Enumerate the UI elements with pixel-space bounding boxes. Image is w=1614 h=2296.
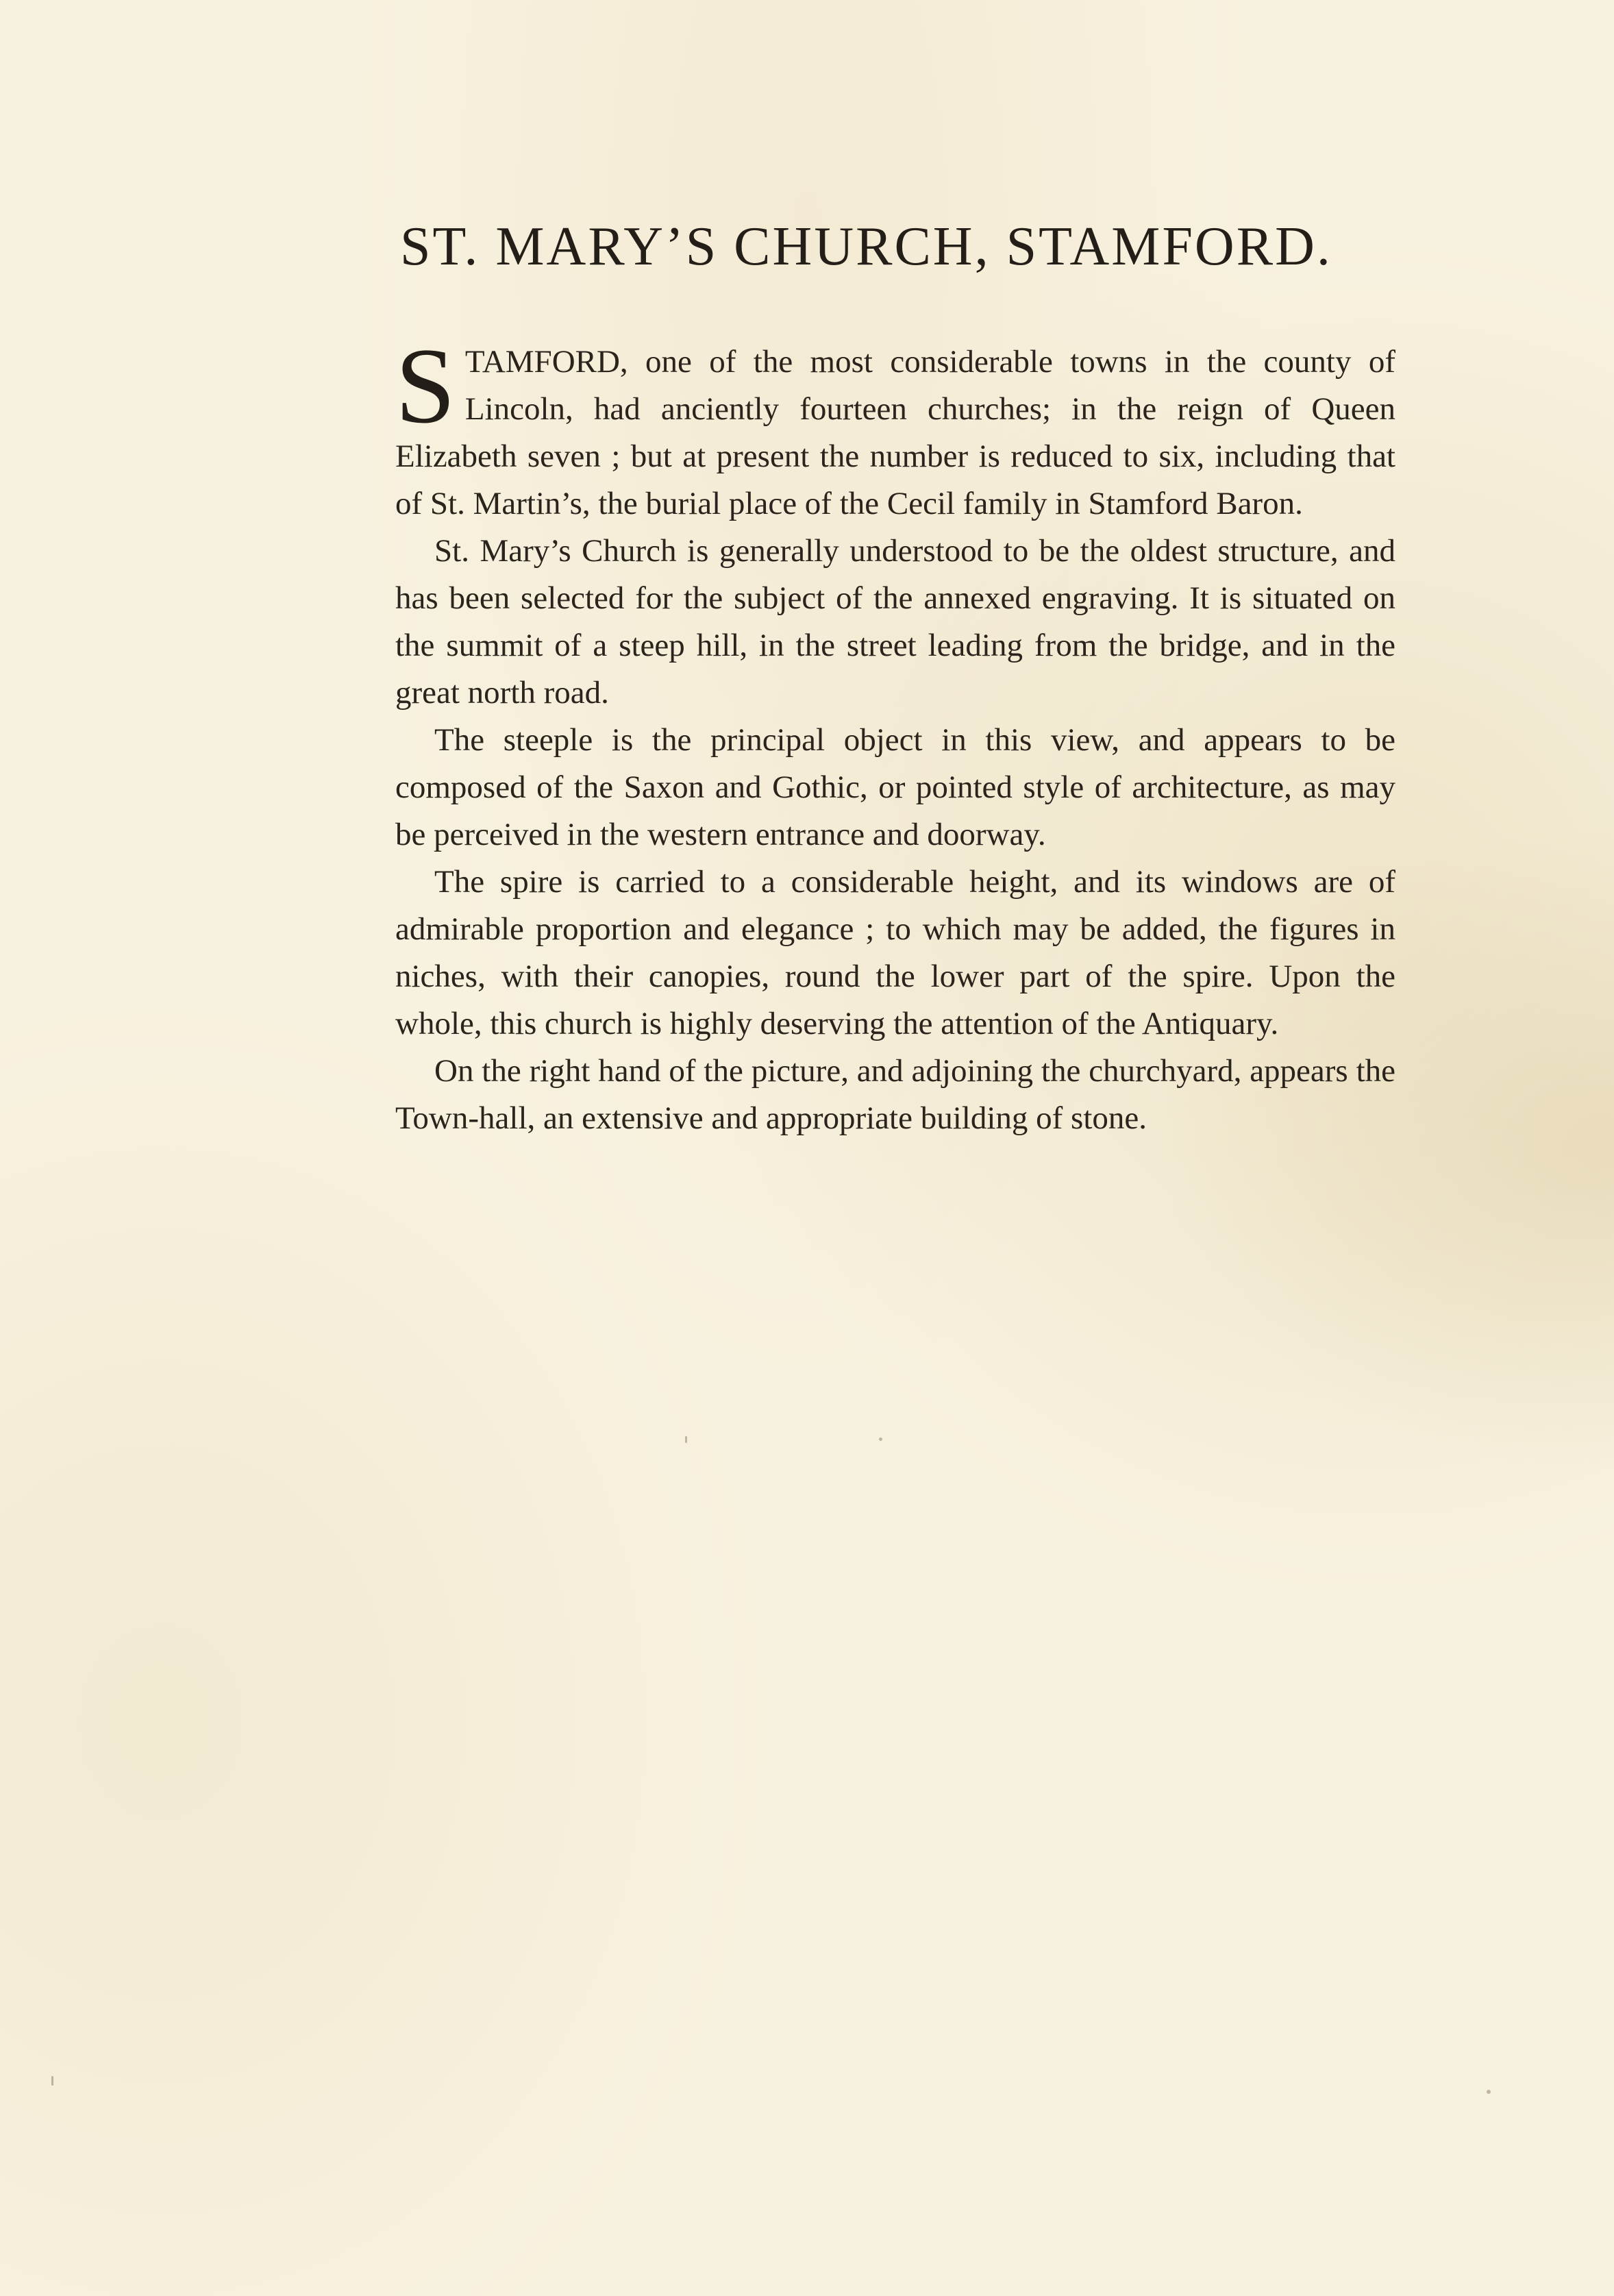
paragraph-1-text: TAMFORD, one of the most considerable towns in the county of Lincoln, had anciently fourteen churches; in the reign of Queen Elizabeth seven ; but at present the number is reduced to six, including that of St. Martin’s, the burial place of the Cecil family in Stamford Baron. xyxy=(395,344,1395,521)
paper-speck xyxy=(685,1436,687,1443)
paragraph-4: The spire is carried to a considerable height, and its windows are of admirable proportion and elegance ; to which may be added, the figures in niches, with their canopies, round the lower part of the spire. Upon the whole, this church is highly deserving the attention of the Antiquary. xyxy=(395,864,1395,1041)
paragraph-5: On the right hand of the picture, and adjoining the churchyard, appears the Town-hall, an extensive and appropriate building of stone. xyxy=(395,1053,1395,1136)
drop-cap: S xyxy=(395,326,456,446)
body-text xyxy=(395,326,1395,1142)
paper-speck xyxy=(1487,2090,1491,2094)
paper-speck xyxy=(879,1437,882,1441)
page-title: ST. MARY’S CHURCH, STAMFORD. xyxy=(400,217,1332,277)
paragraph-2: St. Mary’s Church is generally understood to be the oldest structure, and has been selected for the subject of the annexed engraving. It is situated on the summit of a steep hill, in the street leading from the bridge, and in the great north road. xyxy=(395,533,1395,711)
paragraph-1 xyxy=(395,326,1395,528)
paragraph-3: The steeple is the principal object in this view, and appears to be composed of the Saxon and Gothic, or pointed style of architecture, as may be perceived in the western entrance and doorway. xyxy=(395,722,1395,852)
paper-speck xyxy=(51,2076,53,2086)
